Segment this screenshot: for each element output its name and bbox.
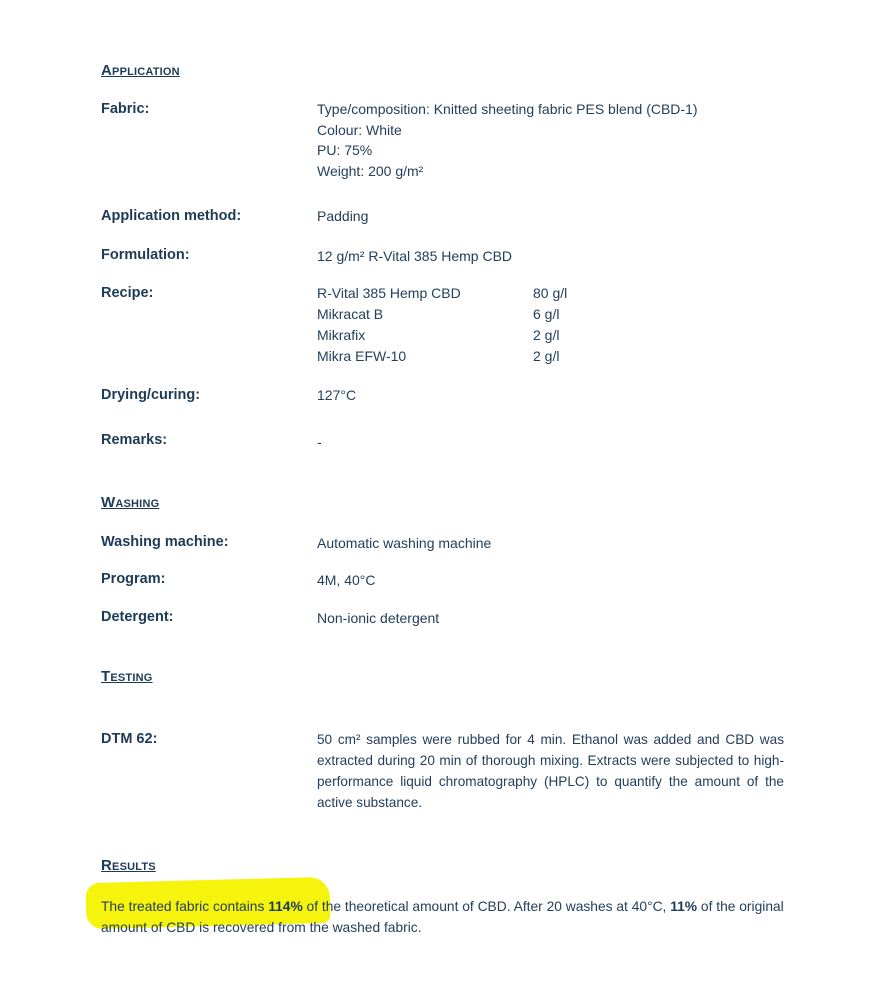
fabric-details	[317, 99, 698, 181]
washing-machine-label: Washing machine:	[101, 534, 229, 550]
drying-value: 127°C	[317, 387, 357, 403]
dtm-label: DTM 62:	[101, 731, 158, 747]
fabric-colour: Colour: White	[317, 121, 402, 138]
remarks-label: Remarks:	[101, 432, 168, 448]
drying-label: Drying/curing:	[101, 387, 201, 403]
testing-heading: Testing	[101, 668, 153, 685]
recipe-item-name: Mikracat B	[317, 306, 384, 322]
results-value-treated: 114%	[268, 899, 303, 914]
results-value-recovered: 11%	[670, 899, 698, 914]
washing-heading: Washing	[101, 494, 160, 511]
recipe-item-amount: 2 g/l	[533, 327, 560, 343]
recipe-item-amount: 80 g/l	[533, 285, 568, 301]
results-text-part: of the original amount of CBD is recovered from the washed fabric.	[101, 899, 784, 935]
fabric-weight: Weight: 200 g/m²	[317, 162, 424, 179]
fabric-pu: PU: 75%	[317, 142, 373, 158]
detergent-value: Non-ionic detergent	[317, 610, 440, 626]
washing-machine-value: Automatic washing machine	[317, 535, 492, 551]
results-text-part: of the theoretical amount of CBD. After 20 washes at 40°C,	[302, 899, 671, 914]
results-heading: Results	[101, 857, 156, 874]
recipe-item-amount: 2 g/l	[533, 348, 560, 364]
fabric-label: Fabric:	[101, 101, 150, 117]
recipe-label: Recipe:	[101, 285, 154, 301]
fabric-type: Type/composition: Knitted sheeting fabric PES blend (CBD-1)	[317, 101, 698, 117]
recipe-item-name: Mikrafix	[317, 327, 366, 343]
remarks-value: -	[317, 434, 322, 450]
recipe-item-name: Mikra EFW-10	[317, 348, 407, 364]
application-heading: Application	[101, 62, 180, 79]
formulation-label: Formulation:	[101, 247, 190, 263]
program-value: 4M, 40°C	[317, 572, 376, 588]
results-paragraph	[101, 896, 784, 938]
application-method-value: Padding	[317, 208, 369, 224]
results-text-part: The treated fabric contains	[101, 899, 269, 914]
program-label: Program:	[101, 571, 166, 587]
application-method-label: Application method:	[101, 208, 242, 224]
formulation-value: 12 g/m² R-Vital 385 Hemp CBD	[317, 248, 513, 264]
recipe-item-amount: 6 g/l	[533, 306, 560, 322]
detergent-label: Detergent:	[101, 609, 174, 625]
recipe-item-name: R-Vital 385 Hemp CBD	[317, 285, 461, 301]
dtm-description: 50 cm² samples were rubbed for 4 min. Ethanol was added and CBD was extracted during 20 min of thorough mixing. Extracts were subjected to high-performance liquid chromatography (HPLC) to quantify the amount of the active substance.	[317, 732, 784, 810]
